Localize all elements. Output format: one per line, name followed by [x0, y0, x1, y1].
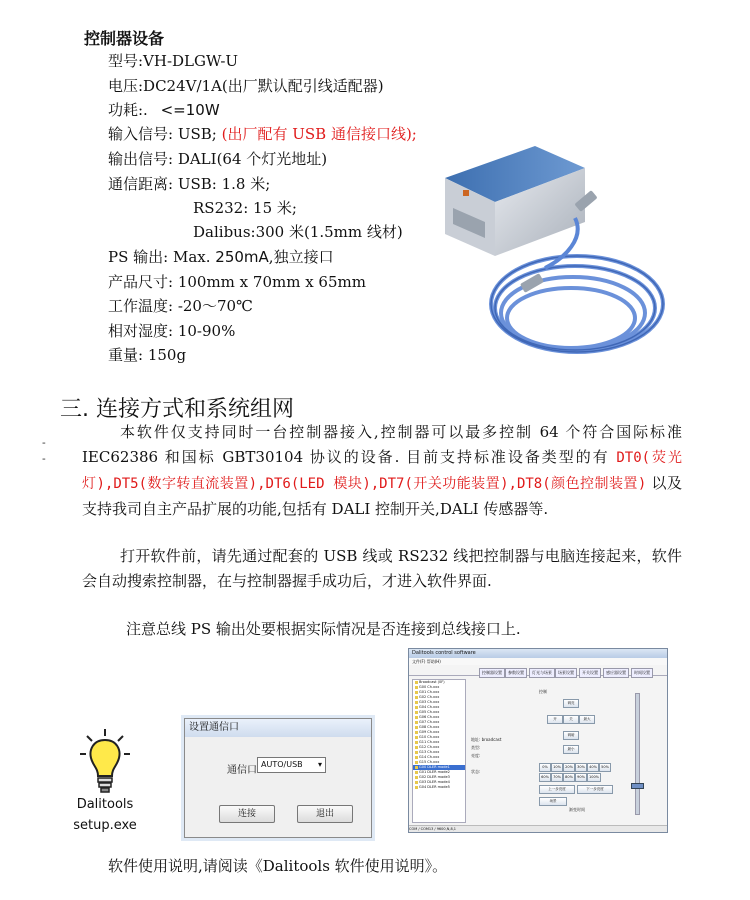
spec-input-note: (出厂配有 USB 通信接口线); [221, 125, 417, 143]
spec-ps-value: 250mA [215, 248, 269, 266]
tree-item[interactable]: G05 Ch.xxx [413, 710, 465, 715]
port-label: 通信口 [227, 765, 257, 776]
software-window [408, 648, 668, 833]
percent-button[interactable]: 10% [551, 763, 563, 772]
off-button[interactable]: 关 [563, 715, 579, 724]
lightbulb-icon [79, 728, 131, 796]
tree-item[interactable]: G12 Ch.xxx [413, 745, 465, 750]
tree-item[interactable]: G07 Ch.xxx [413, 720, 465, 725]
dialog-title: 设置通信口 [185, 719, 371, 737]
tree-item[interactable]: G01 DLER mode2 [413, 770, 465, 775]
tab-parameters[interactable]: 参数设置 [505, 668, 527, 678]
down-button[interactable]: 调暗 [563, 731, 579, 740]
paragraph-1-tail: 以及支持我司自主产品扩展的功能,包括有 DALI 控制开关,DALI 传感器等. [82, 474, 682, 518]
connect-button[interactable]: 连接 [219, 805, 275, 823]
spec-distance-rs232: RS232: 15 米; [193, 199, 297, 217]
scene-button[interactable]: 场景 [539, 797, 567, 806]
port-select-value: AUTO/USB [261, 760, 303, 769]
tree-item[interactable]: G06 Ch.xxx [413, 715, 465, 720]
spec-power [108, 99, 220, 121]
setup-icon-label-line2: setup.exe [73, 818, 137, 833]
percent-button[interactable]: 100% [587, 773, 601, 782]
tree-item[interactable]: Broadcast (0F) [413, 680, 465, 685]
software-title: Dalitools control software [409, 649, 667, 658]
margin-mark-1: - [42, 436, 46, 449]
controller-device-image [425, 138, 665, 388]
tree-item[interactable]: G10 Ch.xxx [413, 735, 465, 740]
exit-button[interactable]: 退出 [297, 805, 353, 823]
next-level-button[interactable]: 下一步亮度 [577, 785, 613, 794]
tree-item[interactable]: G11 Ch.xxx [413, 740, 465, 745]
tree-item[interactable]: G09 Ch.xxx [413, 730, 465, 735]
control-label: 控制 [539, 689, 547, 694]
spec-input-main: 输入信号: USB; [108, 125, 217, 143]
tree-item[interactable]: G02 DLER mode3 [413, 775, 465, 780]
tree-item[interactable]: G15 Ch.xxx [413, 760, 465, 765]
spec-size: 产品尺寸: 100mm x 70mm x 65mm [108, 273, 366, 291]
control-pane [469, 679, 661, 821]
spec-input [108, 123, 417, 145]
tree-item[interactable]: G03 DLER mode4 [413, 780, 465, 785]
margin-mark-2: - [42, 452, 46, 465]
percent-button[interactable]: 50% [599, 763, 611, 772]
paragraph-1-device-types: DT0(荧光灯),DT5(数字转直流装置),DT6(LED 模块),DT7(开关功能装置),DT8(颜色控制装置) [82, 450, 683, 492]
spec-voltage: 电压:DC24V/1A(出厂默认配引线适配器) [108, 77, 384, 95]
tree-item[interactable]: G13 Ch.xxx [413, 750, 465, 755]
percent-button[interactable]: 80% [563, 773, 575, 782]
level-slider-thumb[interactable] [631, 783, 644, 789]
tab-sensors[interactable]: 感应器设置 [603, 668, 629, 678]
min-button[interactable]: 最小 [563, 745, 579, 754]
fade-label: 渐变时间 [569, 807, 585, 812]
spec-title: 控制器设备 [84, 29, 165, 48]
paragraph-1-intro: 本软件仅支持同时一台控制器接入,控制器可以最多控制 64 个符合国际标准 IEC62386 和国标 GBT30104 协议的设备. 目前支持标准设备类型的有 [82, 423, 682, 466]
tree-item-selected[interactable]: G00 DLER mode1 [413, 765, 465, 770]
spec-distance-dalibus: Dalibus:300 米(1.5mm 线材) [193, 223, 403, 241]
tree-item[interactable]: G04 DLER mode5 [413, 785, 465, 790]
tab-scenes[interactable]: 场景设置 [555, 668, 577, 678]
prev-level-button[interactable]: 上一步亮度 [539, 785, 575, 794]
level-label: 亮度: [471, 753, 481, 758]
tree-item[interactable]: G04 Ch.xxx [413, 705, 465, 710]
percent-button[interactable]: 30% [575, 763, 587, 772]
tree-item[interactable]: G01 Ch.xxx [413, 690, 465, 695]
spec-power-label: 功耗:. [108, 101, 148, 119]
spec-ps-label: PS 输出: Max. [108, 248, 211, 266]
status-bar: COM / COM13 / 9600,N,8,1 [409, 825, 667, 832]
tab-lights[interactable]: 灯光与场景 [529, 668, 555, 678]
tree-item[interactable]: G02 Ch.xxx [413, 695, 465, 700]
max-button[interactable]: 最大 [579, 715, 595, 724]
type-label: 类型: [471, 745, 481, 750]
spec-weight: 重量: 150g [108, 346, 187, 364]
tab-time[interactable]: 时间设置 [631, 668, 653, 678]
spec-humidity: 相对湿度: 10-90% [108, 322, 236, 340]
status-label: 状态: [471, 769, 481, 774]
software-menu: 文件(F) 帮助(H) [409, 658, 667, 665]
level-slider-track[interactable] [635, 693, 640, 815]
setup-icon-label-line1: Dalitools [76, 797, 134, 812]
percent-button[interactable]: 20% [563, 763, 575, 772]
spec-ps-tail: ,独立接口 [268, 248, 334, 266]
spec-output: 输出信号: DALI(64 个灯光地址) [108, 150, 328, 168]
tab-switches[interactable]: 开关设置 [579, 668, 601, 678]
up-button[interactable]: 调亮 [563, 699, 579, 708]
device-tree[interactable] [412, 679, 466, 823]
port-select[interactable] [257, 757, 326, 773]
tree-item[interactable]: G03 Ch.xxx [413, 700, 465, 705]
tree-item[interactable]: G08 Ch.xxx [413, 725, 465, 730]
chevron-down-icon: ▾ [317, 760, 322, 769]
paragraph-3: 注意总线 PS 输出处要根据实际情况是否连接到总线接口上. [126, 620, 521, 638]
paragraph-1 [82, 420, 682, 522]
address-label: 地址: broadcast [471, 737, 502, 742]
percent-button[interactable]: 70% [551, 773, 563, 782]
paragraph-2: 打开软件前，请先通过配套的 USB 线或 RS232 线把控制器与电脑连接起来，软件会自动搜索控制器，在与控制器握手成功后，才进入软件界面. [82, 547, 682, 590]
footer-note: 软件使用说明,请阅读《Dalitools 软件使用说明》。 [108, 857, 448, 875]
spec-temp: 工作温度: -20～70℃ [108, 297, 253, 315]
on-button[interactable]: 开 [547, 715, 563, 724]
percent-button[interactable]: 60% [539, 773, 551, 782]
tab-controller[interactable]: 控制器设置 [479, 668, 505, 678]
percent-button[interactable]: 40% [587, 763, 599, 772]
spec-power-value: <=10W [160, 101, 220, 119]
percent-button[interactable]: 0% [539, 763, 551, 772]
tree-item[interactable]: G00 Ch.xxx [413, 685, 465, 690]
tree-item[interactable]: G14 Ch.xxx [413, 755, 465, 760]
percent-button[interactable]: 90% [575, 773, 587, 782]
section-heading: 三. 连接方式和系统组网 [60, 397, 294, 422]
spec-distance-usb: 通信距离: USB: 1.8 米; [108, 175, 271, 193]
spec-ps [108, 246, 334, 268]
spec-model: 型号:VH-DLGW-U [108, 52, 239, 70]
comm-port-dialog [184, 718, 372, 838]
